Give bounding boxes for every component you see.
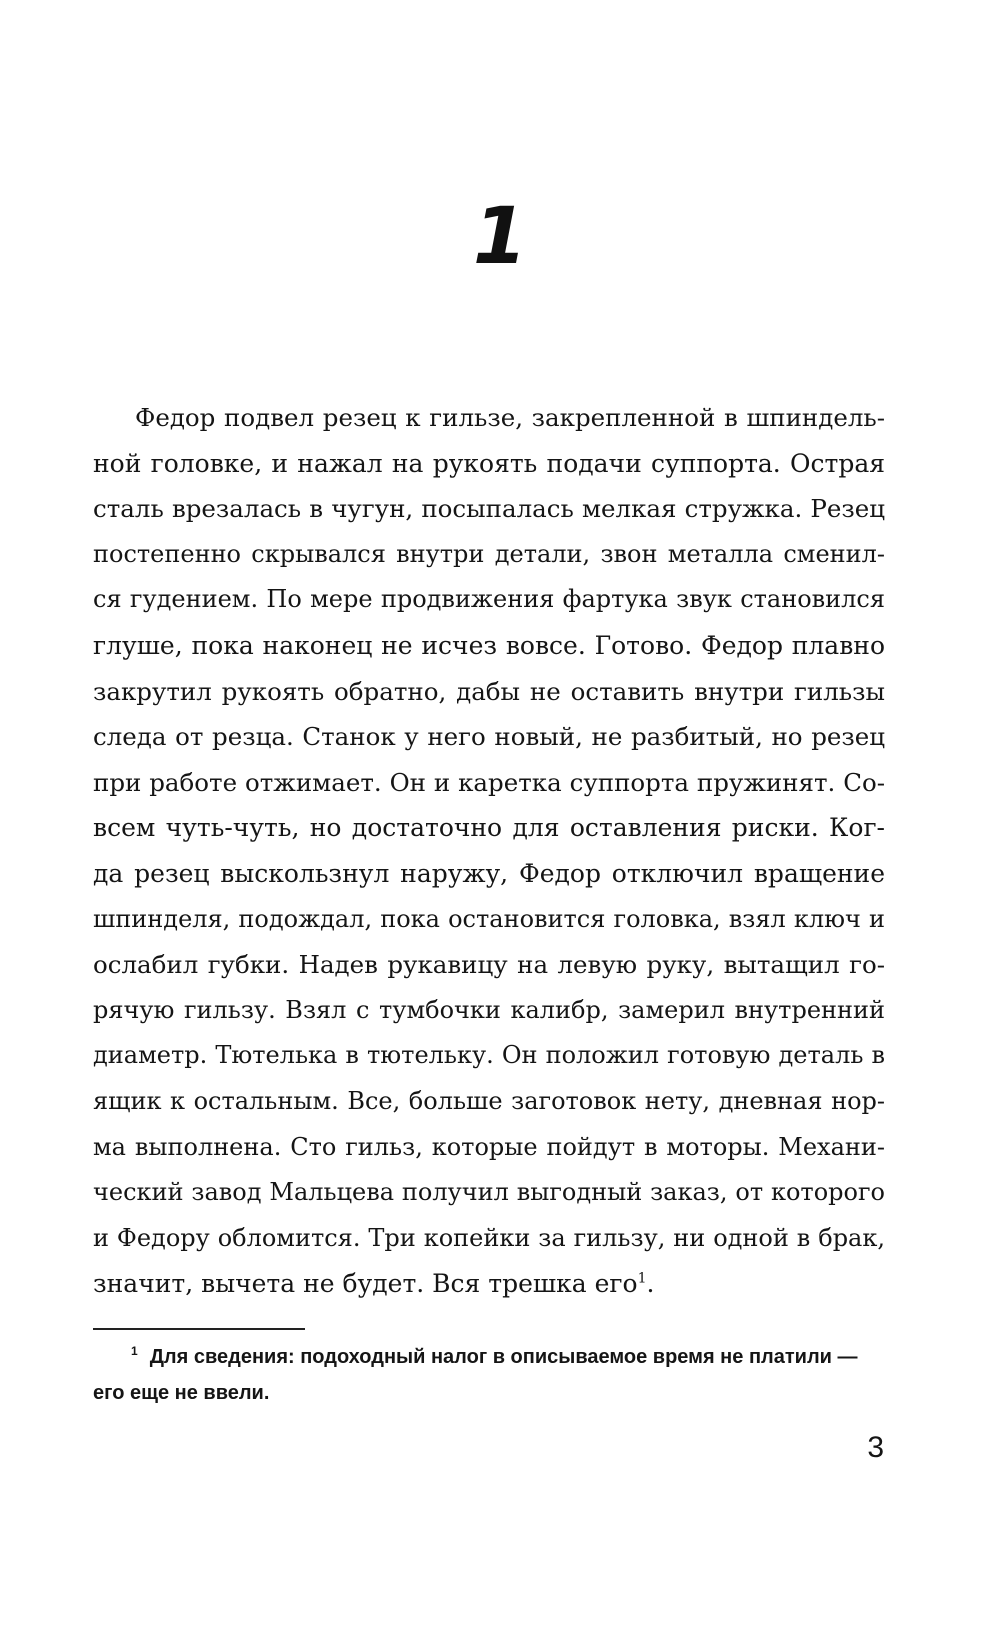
text-line: шпинделя, подождал, пока остановится головка, взял ключ и	[93, 904, 885, 933]
text-line: при работе отжимает. Он и каретка суппорта пружинят. Со-	[93, 767, 885, 797]
text-line: рячую гильзу. Взял с тумбочки калибр, замерил внутренний	[93, 995, 885, 1024]
page-number: 3	[867, 1431, 884, 1464]
text-line: да резец выскользнул наружу, Федор отключил вращение	[93, 858, 885, 888]
text-line: ма выполнена. Сто гильз, которые пойдут в моторы. Механи-	[93, 1132, 885, 1161]
text-line: закрутил рукоять обратно, дабы не оставить внутри гильзы	[93, 676, 885, 706]
text-line: глуше, пока наконец не исчез вовсе. Готово. Федор плавно	[93, 630, 885, 660]
text-line: всем чуть-чуть, но достаточно для оставления риски. Ког-	[93, 813, 885, 843]
text-line: Федор подвел резец к гильзе, закрепленной в шпиндель-	[135, 403, 885, 432]
text-line: следа от резца. Станок у него новый, не разбитый, но резец	[93, 722, 885, 752]
footnote-reference[interactable]: 1	[637, 1270, 647, 1287]
text-line: ослабил губки. Надев рукавицу на левую руку, вытащил го-	[93, 950, 885, 980]
text-line: диаметр. Тютелька в тютельку. Он положил готовую деталь в	[93, 1041, 885, 1070]
footnote-number: 1	[131, 1344, 138, 1359]
chapter-number: 1	[472, 192, 528, 282]
text-line: постепенно скрывался внутри детали, звон металла сменил-	[93, 539, 885, 568]
text-line: ной головке, и нажал на рукоять подачи суппорта. Острая	[93, 448, 885, 478]
text-line: ческий завод Мальцева получил выгодный заказ, от которого	[93, 1178, 885, 1207]
text-line: и Федору обломится. Три копейки за гильзу, ни одной в брак,	[93, 1223, 885, 1252]
footnote-line	[93, 1339, 885, 1375]
body-text	[93, 395, 885, 1307]
text-line: сталь врезалась в чугун, посыпалась мелкая стружка. Резец	[93, 494, 885, 524]
text-line: ящик к остальным. Все, больше заготовок нету, дневная нор-	[93, 1086, 885, 1115]
footnote-line: его еще не ввели.	[93, 1382, 270, 1404]
last-line-text: значит, вычета не будет. Вся трешка его	[93, 1269, 638, 1299]
footnote	[93, 1339, 885, 1411]
text-line: ся гудением. По мере продвижения фартука звук становился	[93, 585, 885, 614]
text-line-last: значит, вычета не будет. Вся трешка его$^1$.	[93, 1269, 655, 1299]
footnote-text: Для сведения: подоходный налог в описываемое время не платили —	[149, 1346, 858, 1368]
footnote-divider	[93, 1328, 305, 1330]
